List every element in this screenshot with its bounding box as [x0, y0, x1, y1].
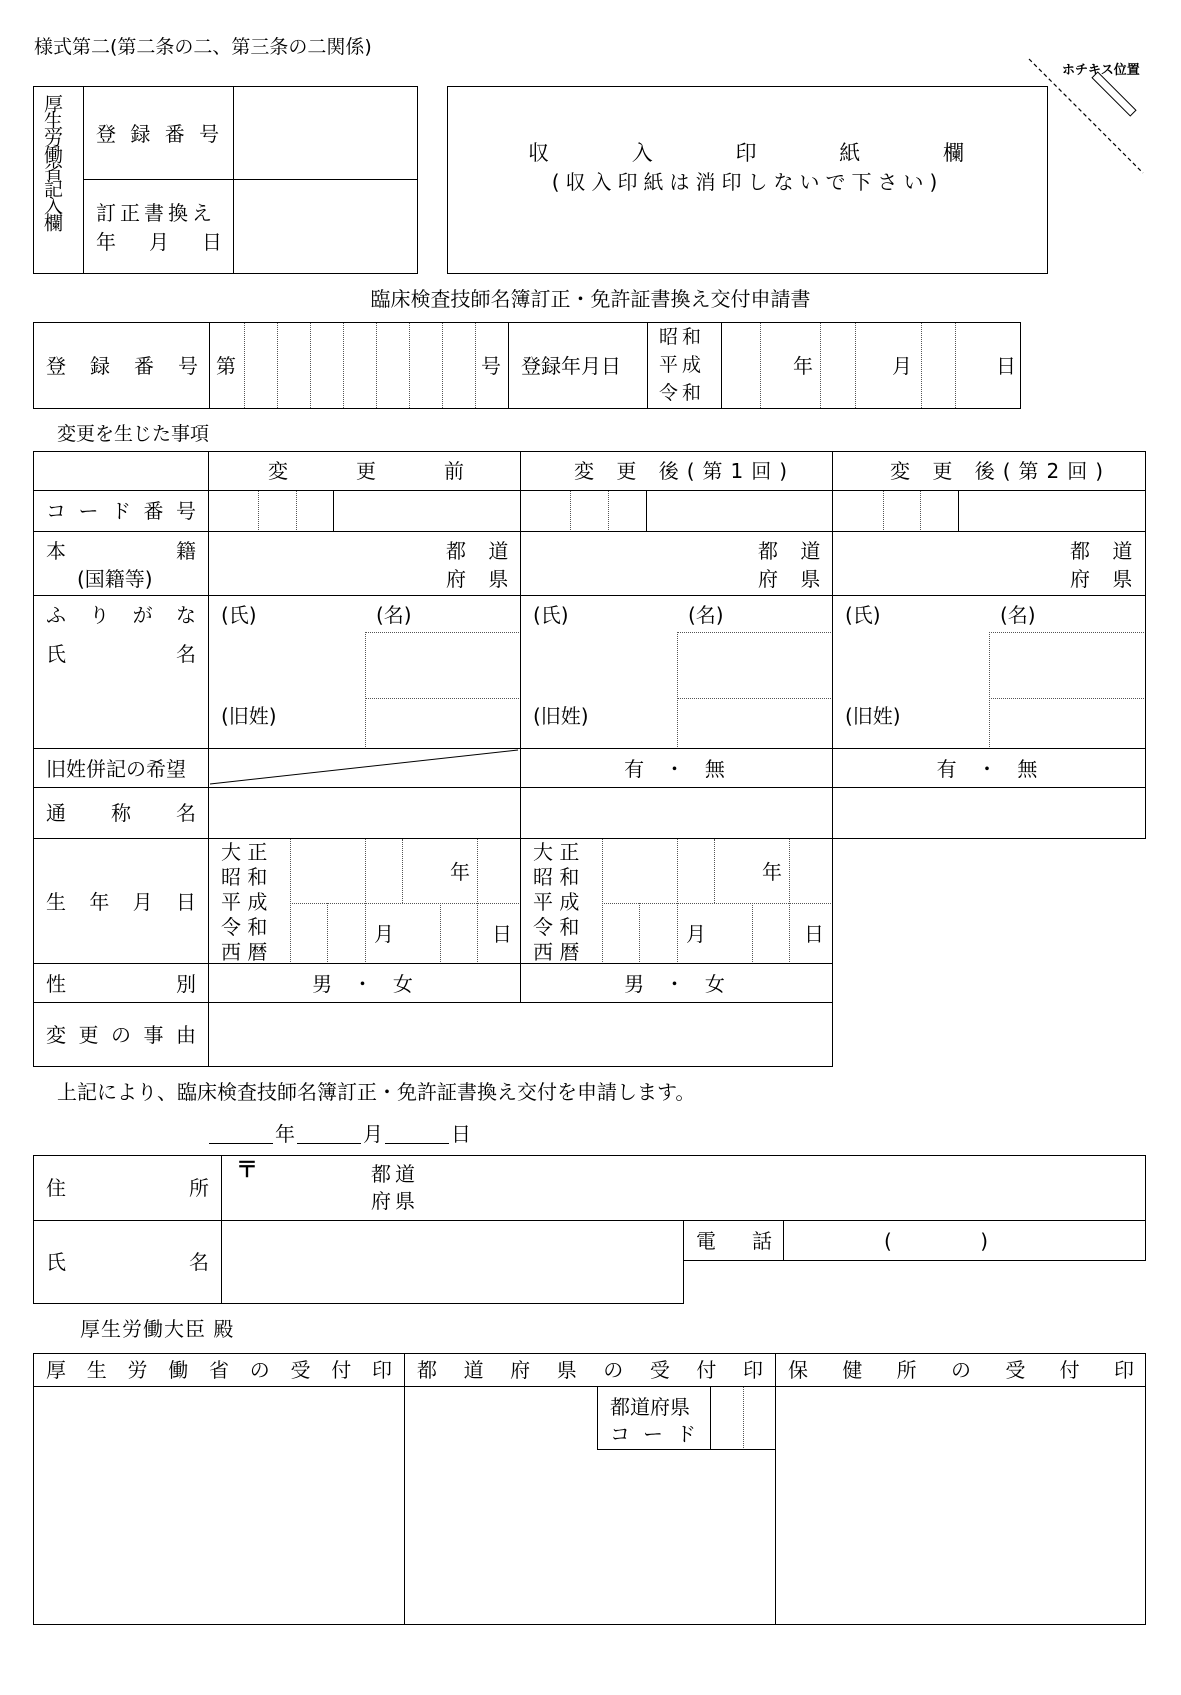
honseki-after1-ken: 府 県	[758, 567, 829, 591]
ministry-stamp-area[interactable]	[34, 1387, 403, 1624]
code-after1-field[interactable]	[521, 491, 831, 530]
row-reason-label: 変 更 の 事 由	[46, 1023, 196, 1047]
reason-field[interactable]	[209, 1003, 831, 1065]
row-tsusho-label: 通 称 名	[46, 801, 196, 825]
name-after2-kyusei: (旧姓)	[845, 704, 901, 728]
birth-after1-year-label: 年	[762, 860, 782, 884]
date-day-label: 日	[451, 1122, 471, 1146]
reg-era-reiwa: 令和	[659, 382, 706, 404]
name-after1-shi: (氏)	[533, 603, 569, 627]
honseki-after1-pref: 都 道	[758, 539, 829, 563]
name-before-shi: (氏)	[221, 603, 257, 627]
declaration-text: 上記により、臨床検査技師名簿訂正・免許証書換え交付を申請します。	[57, 1080, 696, 1104]
applicant-name-label: 氏 名	[46, 1250, 209, 1274]
code-before-field[interactable]	[209, 491, 519, 530]
ministry-vertical-label: 厚生労働省記入欄	[41, 94, 63, 230]
ministry-correction-label: 訂正書換え	[96, 201, 216, 225]
birth-after1-day-label: 日	[804, 922, 824, 946]
ministry-reg-no-field[interactable]	[234, 87, 417, 178]
address-label: 住 所	[46, 1176, 209, 1200]
birth-before-era-reiwa: 令 和	[221, 915, 268, 939]
postal-mark: 〒	[236, 1158, 259, 1183]
row-honseki-label: 本 籍	[46, 539, 196, 563]
ministry-receipt-label: 厚 生 労 働 省 の 受 付 印	[46, 1358, 392, 1382]
birth-after1-era-heisei: 平 成	[533, 890, 580, 914]
birth-before-era-taisho: 大 正	[221, 840, 268, 864]
birth-before-field[interactable]	[291, 839, 519, 962]
addressee: 厚生労働大臣 殿	[80, 1317, 235, 1341]
reg-date-input[interactable]	[722, 323, 1020, 408]
reg-number-label: 登 録 番 号	[46, 354, 198, 378]
revenue-stamp-title: 収 入 印 紙 欄	[528, 141, 964, 165]
reg-date-label: 登録年月日	[521, 354, 621, 378]
kyusei-heiki-after2-options[interactable]: 有 ・ 無	[936, 757, 1041, 781]
honseki-before-ken: 府 県	[446, 567, 517, 591]
name-after1-mei: (名)	[688, 603, 724, 627]
row-kyusei-heiki-label: 旧姓併記の希望	[46, 757, 186, 781]
form-title: 臨床検査技師名簿訂正・免許証書換え交付申請書	[370, 287, 811, 311]
address-pref-label-2: 府県	[371, 1189, 419, 1213]
reg-year-label: 年	[793, 354, 813, 378]
tsusho-before-field[interactable]	[209, 788, 519, 837]
kyusei-heiki-after1-options[interactable]: 有 ・ 無	[624, 757, 728, 781]
name-before-field[interactable]	[209, 596, 519, 747]
row-code-label: コ ー ド 番 号	[46, 499, 196, 523]
name-before-mei: (名)	[376, 603, 412, 627]
name-before-kyusei: (旧姓)	[221, 704, 277, 728]
ministry-correction-date-field[interactable]	[234, 180, 417, 273]
health-center-stamp-area[interactable]	[776, 1387, 1145, 1624]
ministry-reg-no-label: 登 録 番 号	[96, 122, 224, 146]
changes-section-label: 変更を生じた事項	[57, 423, 210, 445]
col-after2-header: 変 更 後(第2回)	[890, 459, 1112, 483]
name-after2-mei: (名)	[1000, 603, 1036, 627]
birth-after1-era-seireki: 西 暦	[533, 940, 580, 964]
birth-after1-field[interactable]	[603, 839, 831, 962]
name-after2-field[interactable]	[833, 596, 1144, 747]
application-date-field[interactable]	[209, 1120, 474, 1144]
birth-before-day-label: 日	[492, 922, 512, 946]
reg-number-input[interactable]	[244, 323, 475, 408]
reg-day-label: 日	[996, 354, 1016, 378]
ministry-correction-date-label: 年 月 日	[96, 230, 222, 254]
phone-label: 電 話	[696, 1229, 772, 1253]
name-after1-field[interactable]	[521, 596, 831, 747]
honseki-before-pref: 都 道	[446, 539, 517, 563]
birth-before-era-seireki: 西 暦	[221, 940, 268, 964]
birth-before-month-label: 月	[374, 922, 394, 946]
not-applicable-slash	[208, 748, 520, 787]
honseki-after2-field[interactable]	[833, 532, 1063, 594]
row-sex-label: 性 別	[46, 972, 196, 996]
birth-after1-month-label: 月	[686, 922, 706, 946]
birth-before-year-label: 年	[450, 860, 470, 884]
tsusho-after2-field[interactable]	[833, 788, 1144, 837]
date-month-label: 月	[363, 1122, 383, 1146]
row-honseki-sub-label: (国籍等)	[77, 567, 153, 591]
col-after1-header: 変 更 後(第1回)	[574, 459, 796, 483]
pref-code-field[interactable]	[711, 1387, 775, 1448]
honseki-after2-ken: 府 県	[1070, 567, 1141, 591]
phone-area-code-paren: ( )	[884, 1229, 988, 1253]
reg-dai-label: 第	[216, 354, 236, 378]
reg-era-heisei: 平成	[659, 354, 706, 376]
name-after1-kyusei: (旧姓)	[533, 704, 589, 728]
birth-after1-era-taisho: 大 正	[533, 840, 580, 864]
honseki-after2-pref: 都 道	[1070, 539, 1141, 563]
name-after2-shi: (氏)	[845, 603, 881, 627]
reg-go-label: 号	[481, 354, 501, 378]
row-name-label: 氏 名	[46, 642, 196, 666]
row-furigana-label: ふ り が な	[46, 603, 196, 627]
pref-code-label-1: 都道府県	[610, 1395, 690, 1419]
address-field[interactable]	[222, 1156, 1145, 1219]
applicant-name-field[interactable]	[222, 1221, 682, 1302]
pref-code-label-2: コ ー ド	[610, 1422, 696, 1446]
tsusho-after1-field[interactable]	[521, 788, 831, 837]
code-after2-field[interactable]	[833, 491, 1144, 530]
col-before-header: 変 更 前	[268, 459, 464, 483]
reg-month-label: 月	[892, 354, 912, 378]
revenue-stamp-note: (収入印紙は消印しないで下さい)	[551, 170, 944, 194]
birth-after1-era-showa: 昭 和	[533, 865, 580, 889]
birth-after1-era-reiwa: 令 和	[533, 915, 580, 939]
prefecture-receipt-label: 都 道 府 県 の 受 付 印	[417, 1358, 763, 1382]
staple-label: ホチキス位置	[1062, 63, 1140, 78]
honseki-before-field[interactable]	[209, 532, 439, 594]
row-birth-label: 生 年 月 日	[46, 890, 196, 914]
birth-before-era-showa: 昭 和	[221, 865, 268, 889]
sex-before-options[interactable]: 男 ・ 女	[312, 972, 416, 996]
address-pref-label-1: 都道	[371, 1162, 419, 1186]
reg-era-showa: 昭和	[659, 326, 706, 348]
birth-before-era-heisei: 平 成	[221, 890, 268, 914]
phone-field[interactable]	[784, 1221, 1144, 1259]
form-number: 様式第二(第二条の二、第三条の二関係)	[34, 36, 372, 58]
sex-after1-options[interactable]: 男 ・ 女	[624, 972, 728, 996]
date-year-label: 年	[275, 1122, 295, 1146]
honseki-after1-field[interactable]	[521, 532, 751, 594]
health-center-receipt-label: 保 健 所 の 受 付 印	[788, 1358, 1134, 1382]
